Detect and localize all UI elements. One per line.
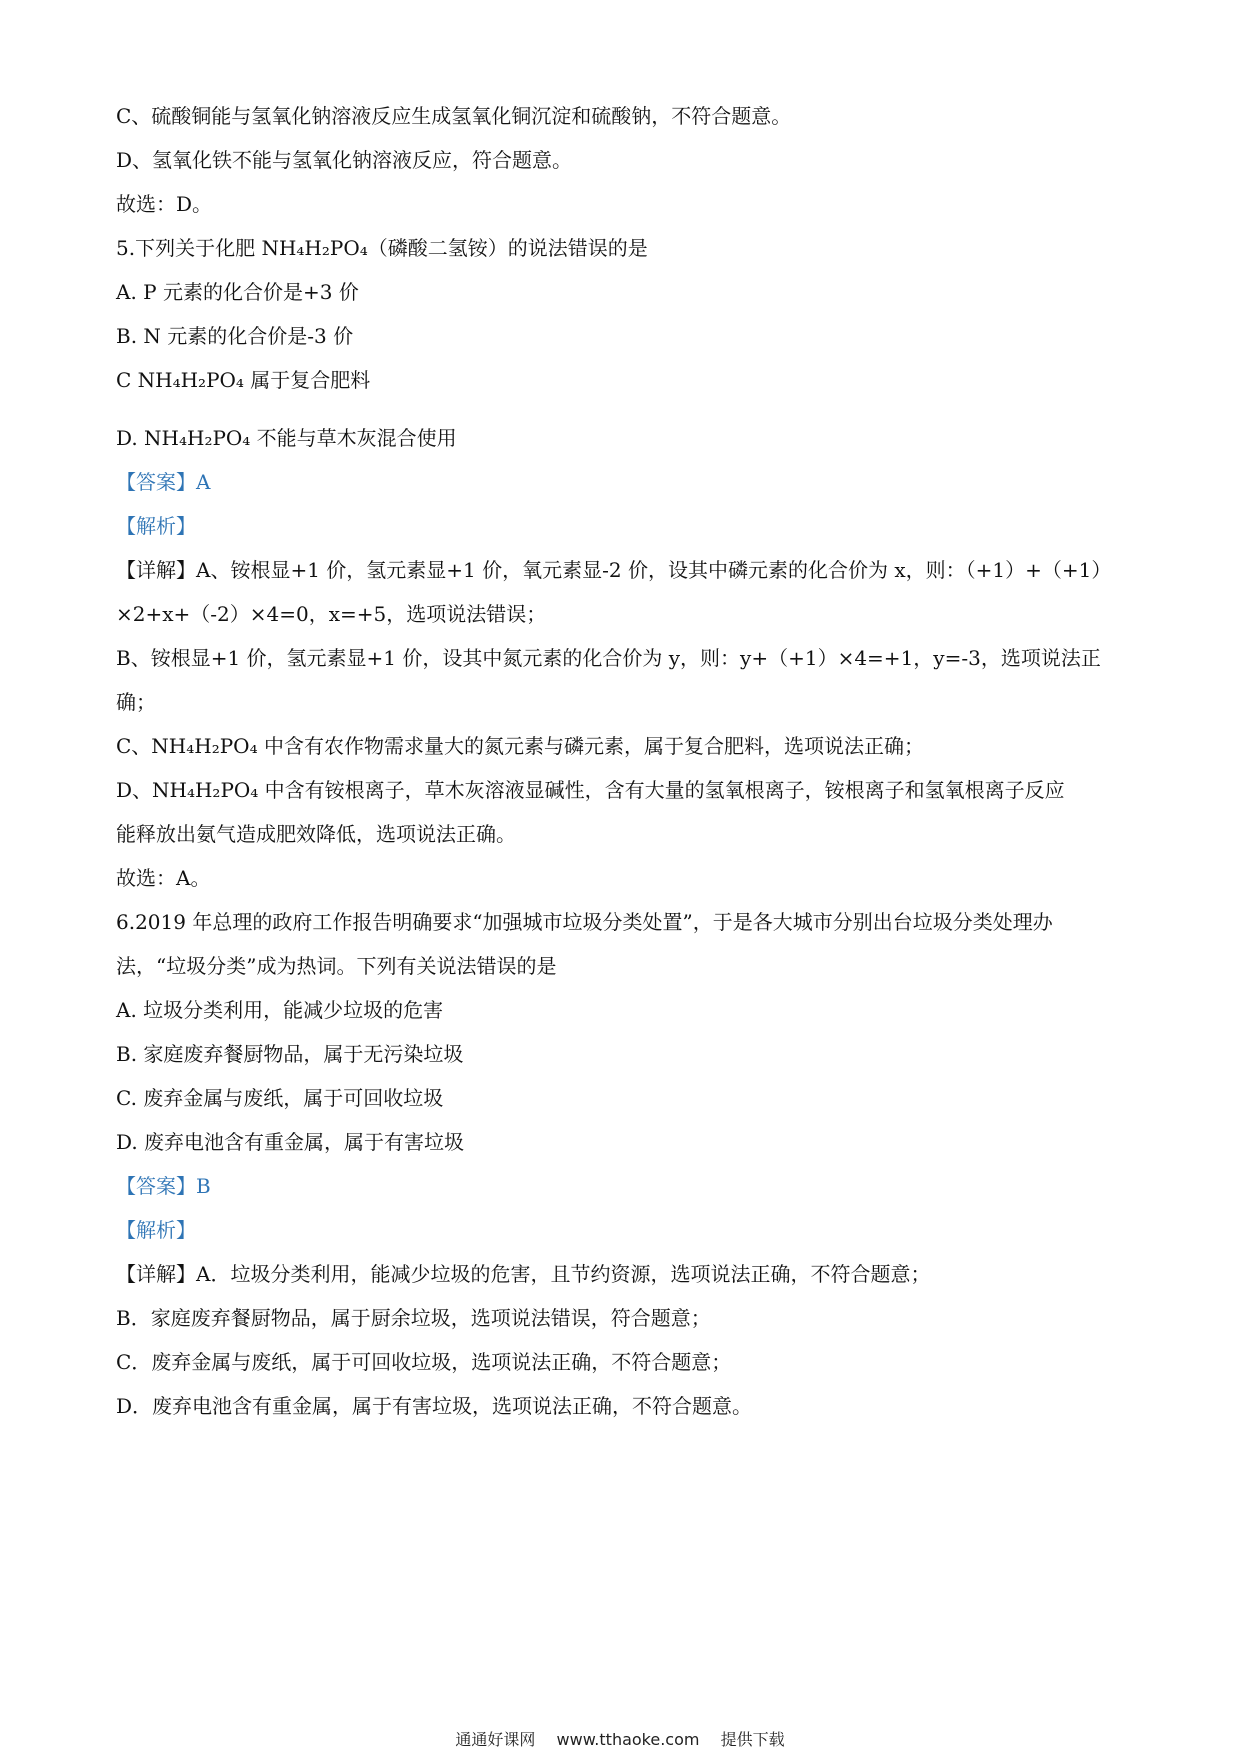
footer-site-name: 通通好课网 <box>455 1730 536 1749</box>
detail-line: ×2+x+（-2）×4=0，x=+5，选项说法错误； <box>116 602 547 626</box>
option-a: A. P 元素的化合价是+3 价 <box>116 280 359 304</box>
detail-line: B、铵根显+1 价，氢元素显+1 价，设其中氮元素的化合价为 y，则：y+（+1）×4=+1，y=-3，选项说法正 <box>116 646 1101 670</box>
analysis-label: 【解析】 <box>116 514 196 538</box>
answer-label: 【答案】B <box>116 1174 211 1198</box>
detail-line: C．废弃金属与废纸，属于可回收垃圾，选项说法正确，不符合题意； <box>116 1350 732 1374</box>
detail-line: C、NH₄H₂PO₄ 中含有农作物需求量大的氮元素与磷元素，属于复合肥料，选项说法正确； <box>116 734 924 758</box>
option-b: B. 家庭废弃餐厨物品，属于无污染垃圾 <box>116 1042 464 1066</box>
option-d: D. 废弃电池含有重金属，属于有害垃圾 <box>116 1130 465 1154</box>
answer-label: 【答案】A <box>116 470 211 494</box>
detail-line: D．废弃电池含有重金属，属于有害垃圾，选项说法正确，不符合题意。 <box>116 1394 753 1418</box>
text-line: 故选：A。 <box>116 866 211 890</box>
text-line: 故选：D。 <box>116 192 213 216</box>
option-c: C. 废弃金属与废纸，属于可回收垃圾 <box>116 1086 444 1110</box>
detail-line: 确； <box>116 690 156 714</box>
detail-line: B．家庭废弃餐厨物品，属于厨余垃圾，选项说法错误，符合题意； <box>116 1306 711 1330</box>
detail-line: D、NH₄H₂PO₄ 中含有铵根离子，草木灰溶液显碱性，含有大量的氢氧根离子，铵根离子和氢氧根离子反应 <box>116 778 1065 802</box>
detail-line: 【详解】A、铵根显+1 价，氢元素显+1 价，氧元素显-2 价，设其中磷元素的化合价为 x，则：（+1）+（+1） <box>116 558 1112 582</box>
text-line: D、氢氧化铁不能与氢氧化钠溶液反应，符合题意。 <box>116 148 573 172</box>
question-6-stem: 6.2019 年总理的政府工作报告明确要求“加强城市垃圾分类处置”，于是各大城市分别出台垃圾分类处理办 <box>116 910 1053 934</box>
detail-line: 能释放出氨气造成肥效降低，选项说法正确。 <box>116 822 516 846</box>
question-6-stem: 法，“垃圾分类”成为热词。下列有关说法错误的是 <box>116 954 557 978</box>
text-line: C、硫酸铜能与氢氧化钠溶液反应生成氢氧化铜沉淀和硫酸钠，不符合题意。 <box>116 104 792 128</box>
option-d: D. NH₄H₂PO₄ 不能与草木灰混合使用 <box>116 426 457 450</box>
page-footer <box>0 1727 1240 1750</box>
footer-url[interactable]: www.tthaoke.com <box>556 1730 700 1749</box>
analysis-label: 【解析】 <box>116 1218 196 1242</box>
detail-line: 【详解】A．垃圾分类利用，能减少垃圾的危害，且节约资源，选项说法正确，不符合题意； <box>116 1262 931 1286</box>
option-b: B. N 元素的化合价是-3 价 <box>116 324 354 348</box>
question-5-stem: 5.下列关于化肥 NH₄H₂PO₄（磷酸二氢铵）的说法错误的是 <box>116 236 648 260</box>
option-a: A. 垃圾分类利用，能减少垃圾的危害 <box>116 998 444 1022</box>
option-c: C NH₄H₂PO₄ 属于复合肥料 <box>116 368 371 392</box>
footer-note: 提供下载 <box>720 1730 785 1749</box>
